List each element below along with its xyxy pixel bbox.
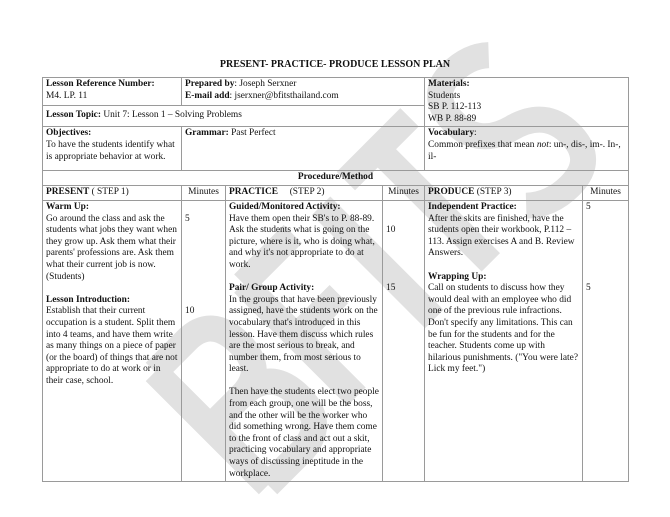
materials-line: WB P. 88-89 — [428, 113, 477, 124]
produce-content — [425, 200, 583, 481]
present-content — [43, 200, 182, 481]
guided-activity-heading: Guided/Monitored Activity: — [229, 201, 341, 212]
practice-header — [226, 185, 383, 200]
lesson-introduction-text: Establish that their current occupation is a student. Split them into 4 teams, and have them write as many things on a piece of paper (or the board) of things that are not appropriate to do at work or in their case, school. — [46, 306, 178, 386]
minutes-header: Minutes — [383, 185, 425, 200]
vocabulary-cell — [425, 127, 629, 171]
vocabulary-colon: : — [474, 128, 477, 139]
vocabulary-value-a: Common prefixes that mean — [428, 139, 537, 150]
grammar-value: Past Perfect — [228, 128, 276, 139]
produce-step: (STEP 3) — [474, 186, 512, 197]
practice-content — [226, 200, 383, 481]
procedure-heading — [43, 171, 629, 186]
independent-practice-heading: Independent Practice: — [428, 201, 517, 212]
wrapping-up-heading: Wrapping Up: — [428, 271, 487, 282]
vocabulary-value-em: not — [536, 139, 549, 150]
pair-group-activity-text: In the groups that have been previously assigned, have the students work on the vocabulary that's introduced in this lesson. Have them discuss which rules are the most serious to break, and number them, from most serious to least. — [229, 294, 378, 375]
materials-cell — [425, 78, 629, 127]
minutes-header: Minutes — [583, 185, 629, 200]
produce-label: PRODUCE — [428, 186, 475, 197]
vocabulary-value-b: : un-, dis-, im-. In-, il- — [428, 139, 621, 162]
practice-minutes — [383, 200, 425, 481]
present-minutes — [182, 200, 226, 481]
guided-activity-minutes: 10 — [386, 224, 396, 235]
lesson-introduction-heading: Lesson Introduction: — [46, 294, 130, 305]
wrapping-up-minutes: 5 — [586, 282, 591, 293]
lesson-topic-value: Unit 7: Lesson 1 – Solving Problems — [100, 109, 242, 120]
present-header — [43, 185, 182, 200]
procedure-heading-text: Procedure/Method — [297, 172, 374, 183]
warm-up-text: Go around the class and ask the students what jobs they want when they grow up. Ask them what their parents' professions are. Ask them what their current job is now. (Students) — [46, 213, 177, 282]
warm-up-minutes: 5 — [185, 213, 190, 224]
materials-line: Students — [428, 90, 461, 101]
present-step: ( STEP 1) — [89, 186, 129, 197]
pair-group-activity-heading: Pair/ Group Activity: — [229, 283, 315, 294]
guided-activity-text: Have them open their SB's to P. 88-89. Ask the students what is going on the picture, where is it, who is doing what, and why it's not appropriate to do at work. — [229, 213, 375, 270]
independent-practice-text: After the skits are finished, have the students open their workbook, P.112 – 113. Assign exercises A and B. Review Answers. — [428, 213, 575, 259]
produce-minutes — [583, 200, 629, 481]
objectives-label: Objectives: — [46, 128, 92, 139]
lesson-introduction-minutes: 10 — [185, 306, 195, 317]
produce-header — [425, 185, 583, 200]
lesson-reference-label: Lesson Reference Number: — [46, 79, 155, 89]
prepared-by-cell — [182, 78, 425, 106]
pair-group-activity-minutes: 15 — [386, 282, 396, 293]
practice-label: PRACTICE — [229, 186, 278, 197]
grammar-cell — [182, 127, 425, 171]
materials-line: SB P. 112-113 — [428, 102, 482, 113]
grammar-label: Grammar: — [185, 128, 229, 139]
lesson-reference-cell — [43, 78, 182, 106]
warm-up-heading: Warm Up: — [46, 201, 89, 212]
email-label: E-mail add — [185, 90, 230, 101]
prepared-by-label: Prepared by — [185, 79, 235, 89]
lesson-plan-table — [42, 77, 629, 482]
practice-step: (STEP 2) — [277, 186, 325, 197]
lesson-reference-value: M4. LP. 11 — [46, 90, 88, 101]
objectives-value: To have the students identify what is appropriate behavior at work. — [46, 139, 175, 162]
independent-practice-minutes: 5 — [586, 201, 591, 212]
minutes-header: Minutes — [182, 185, 226, 200]
lesson-topic-cell — [43, 105, 425, 126]
pair-group-activity-text-2: Then have the students elect two people from each group, one will be the boss, and the other will be the worker who did something wrong. Have them come to the front of class and act out a skit, practicing vocabulary and appropriate ways of discussing ineptitude in the workplace. — [229, 387, 379, 479]
vocabulary-label: Vocabulary — [428, 128, 475, 139]
document-title: PRESENT- PRACTICE- PRODUCE LESSON PLAN — [219, 59, 451, 70]
materials-label: Materials: — [428, 79, 470, 89]
email-value: : jserxner@bfitsthailand.com — [229, 90, 339, 101]
objectives-cell — [43, 127, 182, 171]
wrapping-up-text: Call on students to discuss how they would deal with an employee who did one of the previous rule infractions. Don't specify any limitations. This can be fun for the students and for the teacher. Students come up with hilarious punishments. ("You were late? Lick my feet.") — [428, 283, 578, 375]
lesson-topic-label: Lesson Topic: — [46, 109, 101, 120]
present-label: PRESENT — [46, 186, 90, 197]
prepared-by-value: : Joseph Serxner — [234, 79, 297, 89]
